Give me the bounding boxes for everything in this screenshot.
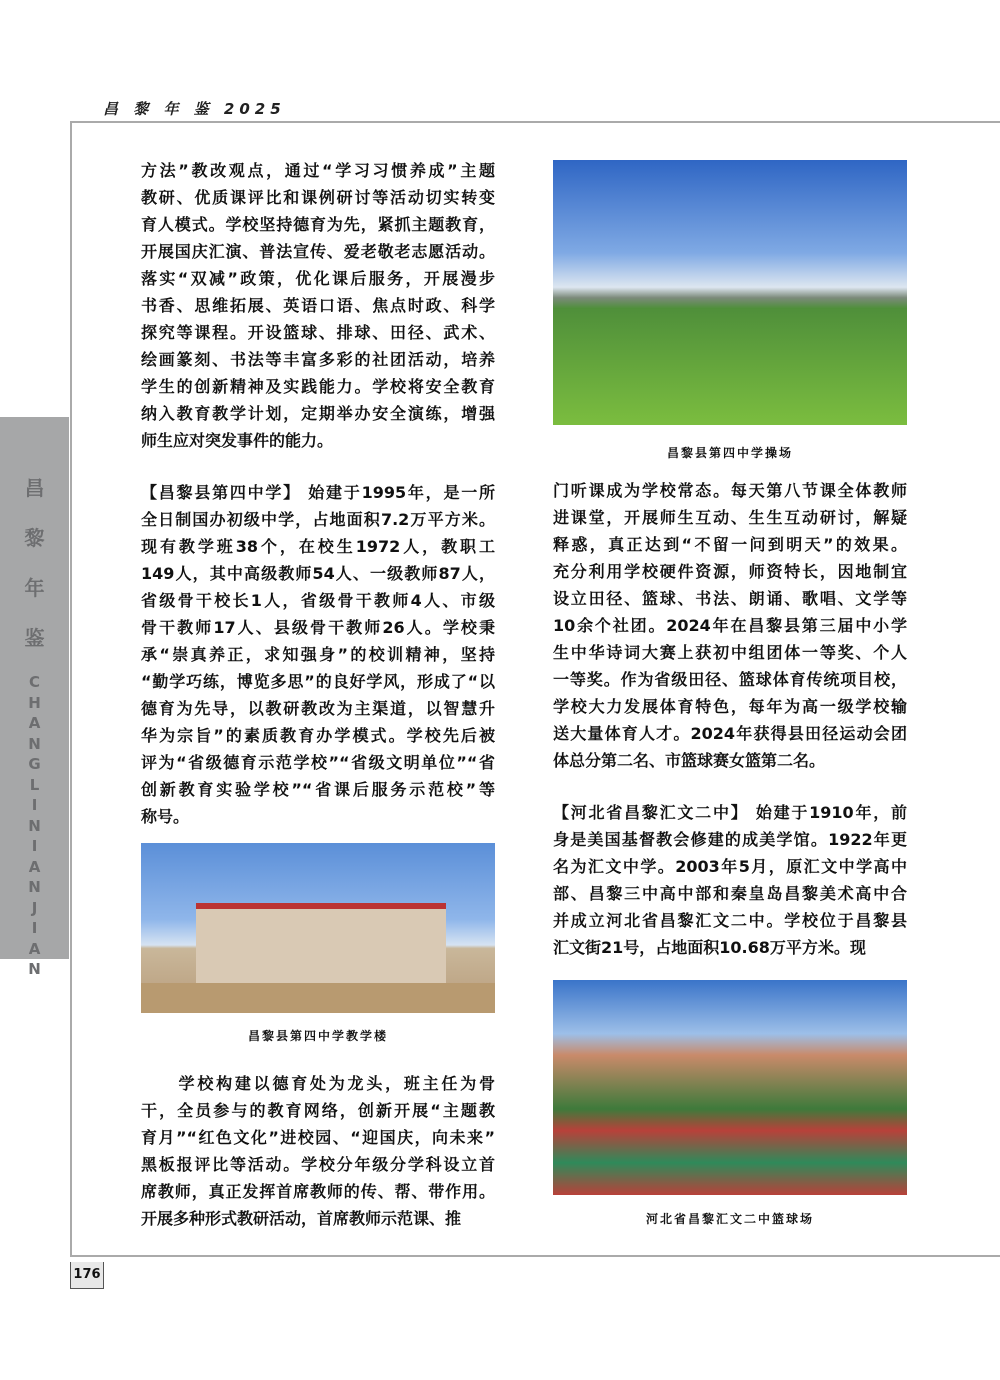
text-line: 名为汇文中学。2003年5月，原汇文中学高中 bbox=[553, 857, 907, 876]
left-paragraph-1 bbox=[141, 157, 495, 454]
text-line: 一等奖。作为省级田径、篮球体育传统项目校， bbox=[553, 670, 907, 689]
text-line: 方法”教改观点，通过“学习习惯养成”主题 bbox=[141, 161, 495, 180]
side-tab-char: 昌 bbox=[24, 476, 45, 500]
side-tab-char: 黎 bbox=[24, 526, 45, 550]
photo-caption: 河北省昌黎汇文二中篮球场 bbox=[645, 1212, 814, 1226]
text-line: 开展多种形式教研活动，首席教师示范课、推 bbox=[141, 1209, 462, 1228]
text-line: 送大量体育人才。2024年获得县田径运动会团 bbox=[553, 724, 907, 743]
side-tab-pinyin: C H A N G L I N I A N J I A N bbox=[28, 673, 41, 978]
text-line: 汇文街21号，占地面积10.68万平方米。现 bbox=[553, 938, 866, 957]
text-line: 黑板报评比等活动。学校分年级分学科设立首 bbox=[141, 1155, 495, 1174]
text-line: “勤学巧练，博览多思”的良好学风，形成了“以 bbox=[141, 672, 495, 691]
text-line: 【昌黎县第四中学】 始建于1995年，是一所 bbox=[141, 483, 495, 502]
photo-sports-field bbox=[553, 160, 907, 425]
text-line: 释惑，真正达到“不留一问到明天”的效果。 bbox=[553, 535, 907, 554]
text-line: 师生应对突发事件的能力。 bbox=[141, 431, 334, 450]
text-line: 全日制国办初级中学，占地面积7.2万平方米。 bbox=[141, 510, 495, 529]
text-line: 身是美国基督教会修建的成美学馆。1922年更 bbox=[553, 830, 907, 849]
frame-line-left bbox=[70, 121, 72, 1257]
side-tab-char: 鉴 bbox=[24, 626, 45, 650]
text-line: 绘画篆刻、书法等丰富多彩的社团活动，培养 bbox=[141, 350, 495, 369]
text-line: 华为宗旨”的素质教育办学模式。学校先后被 bbox=[141, 726, 495, 745]
left-paragraph-3 bbox=[141, 1070, 495, 1232]
text-line: 书香、思维拓展、英语口语、焦点时政、科学 bbox=[141, 296, 495, 315]
text-line: 教研、优质课评比和课例研讨等活动切实转变 bbox=[141, 188, 495, 207]
text-line: 并成立河北省昌黎汇文二中。学校位于昌黎县 bbox=[553, 911, 907, 930]
text-line: 学生的创新精神及实践能力。学校将安全教育 bbox=[141, 377, 495, 396]
text-line: 学校大力发展体育特色，每年为高一级学校输 bbox=[553, 697, 907, 716]
running-header: 昌 黎 年 鉴 2025 bbox=[103, 100, 286, 118]
photo-basketball-court bbox=[553, 980, 907, 1195]
text-line: 德育为先导，以教研教改为主渠道，以智慧升 bbox=[141, 699, 495, 718]
text-line: 育人模式。学校坚持德育为先，紧抓主题教育， bbox=[141, 215, 495, 234]
text-line: 省级骨干校长1人，省级骨干教师4人、市级 bbox=[141, 591, 495, 610]
text-line: 进课堂，开展师生互动、生生互动研讨，解疑 bbox=[553, 508, 907, 527]
text-line: 充分利用学校硬件资源，师资特长，因地制宜 bbox=[553, 562, 907, 581]
frame-line-top bbox=[70, 121, 1000, 123]
text-line: 门听课成为学校常态。每天第八节课全体教师 bbox=[553, 481, 907, 500]
ground-shape bbox=[141, 983, 495, 1013]
text-line: 设立田径、篮球、书法、朗诵、歌唱、文学等 bbox=[553, 589, 907, 608]
text-line: 评为“省级德育示范学校”“省级文明单位”“省 bbox=[141, 753, 495, 772]
text-line: 现有教学班38个，在校生1972人，教职工 bbox=[141, 537, 495, 556]
photo-teaching-building bbox=[141, 843, 495, 1013]
text-line: 干，全员参与的教育网络，创新开展“主题教 bbox=[141, 1101, 495, 1120]
text-line: 149人，其中高级教师54人、一级教师87人， bbox=[141, 564, 495, 583]
photo-caption: 昌黎县第四中学操场 bbox=[666, 446, 793, 460]
text-line: 落实“双减”政策，优化课后服务，开展漫步 bbox=[141, 269, 495, 288]
photo-caption: 昌黎县第四中学教学楼 bbox=[247, 1029, 388, 1043]
text-line: 10余个社团。2024年在昌黎县第三届中小学 bbox=[553, 616, 907, 635]
right-paragraph-1 bbox=[553, 477, 907, 774]
right-paragraph-huiwen bbox=[553, 799, 907, 961]
side-tab bbox=[0, 417, 69, 978]
text-line: 称号。 bbox=[141, 807, 190, 826]
page-number: 176 bbox=[70, 1262, 104, 1289]
text-line: 纳入教育教学计划，定期举办安全演练，增强 bbox=[141, 404, 495, 423]
text-line: 体总分第二名、市篮球赛女篮第二名。 bbox=[553, 751, 826, 770]
text-line: 创新教育实验学校”“省课后服务示范校”等 bbox=[141, 780, 495, 799]
text-line: 生中华诗词大赛上获初中组团体一等奖、个人 bbox=[553, 643, 907, 662]
text-line: 【河北省昌黎汇文二中】 始建于1910年，前 bbox=[553, 803, 907, 822]
text-line: 育月”“红色文化”进校园、“迎国庆，向未来” bbox=[141, 1128, 495, 1147]
text-line: 学校构建以德育处为龙头，班主任为骨 bbox=[141, 1074, 495, 1093]
text-line: 承“崇真养正，求知强身”的校训精神，坚持 bbox=[141, 645, 495, 664]
text-line: 探究等课程。开设篮球、排球、田径、武术、 bbox=[141, 323, 495, 342]
side-tab-char: 年 bbox=[24, 576, 45, 600]
text-line: 开展国庆汇演、普法宣传、爱老敬老志愿活动。 bbox=[141, 242, 495, 261]
frame-line-bottom bbox=[70, 1255, 1000, 1257]
text-line: 部、昌黎三中高中部和秦皇岛昌黎美术高中合 bbox=[553, 884, 907, 903]
left-paragraph-school4 bbox=[141, 479, 495, 830]
text-line: 骨干教师17人、县级骨干教师26人。学校秉 bbox=[141, 618, 495, 637]
text-line: 席教师，真正发挥首席教师的传、帮、带作用。 bbox=[141, 1182, 495, 1201]
